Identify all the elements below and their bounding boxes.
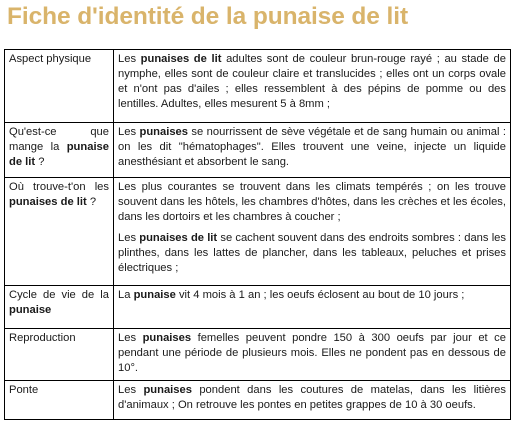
label-text: Ponte bbox=[9, 384, 39, 396]
label-text: Qu'est-ce que mange la bbox=[9, 126, 109, 153]
text: La bbox=[118, 289, 134, 301]
row-content bbox=[114, 178, 511, 286]
text: Les plus courantes se trouvent dans les climats tempérés ; on les trouve souvent dans les hôtels, les chambres d'hôtes, dans les crèches et les écoles, dans les dortoirs et les chambres à coucher ; bbox=[118, 181, 506, 223]
content-paragraph bbox=[118, 331, 506, 376]
content-paragraph bbox=[118, 288, 506, 303]
table-row bbox=[5, 329, 511, 381]
table-row bbox=[5, 286, 511, 329]
bold-text: punaises de lit bbox=[140, 53, 222, 65]
content-paragraph bbox=[118, 52, 506, 112]
text: Les bbox=[118, 332, 143, 344]
text: vit 4 mois à 1 an ; les oeufs éclosent au bout de 10 jours ; bbox=[175, 289, 465, 301]
content-paragraph bbox=[118, 180, 506, 225]
row-label bbox=[5, 50, 114, 123]
label-bold-text: punaises de lit bbox=[9, 196, 87, 208]
row-content bbox=[114, 329, 511, 381]
text: femelles peuvent pondre 150 à 300 oeufs par jour et ce pendant une période de plusieurs mois. Elles ne pondent pas en dessous de 10°. bbox=[118, 332, 506, 374]
label-text: ? bbox=[86, 196, 97, 208]
table-row bbox=[5, 178, 511, 286]
content-paragraph bbox=[118, 125, 506, 170]
text: pondent dans les coutures de matelas, dans les litières d'animaux ; On retrouve les pontes en petites grappes de 10 à 30 oeufs. bbox=[118, 384, 506, 411]
row-content bbox=[114, 50, 511, 123]
bold-text: punaises de lit bbox=[139, 232, 218, 244]
text: se nourrissent de sève végétale et de sang humain ou animal : on les dit "hématophages". Elles trouvent une veine, injecte un liquide anesthésiant et absorbent le sang. bbox=[118, 126, 506, 168]
label-text: Où trouve-t'on les bbox=[9, 181, 109, 193]
label-text: Cycle de vie de la bbox=[9, 289, 109, 301]
content-paragraph bbox=[118, 383, 506, 413]
row-label bbox=[5, 123, 114, 178]
bold-text: punaises bbox=[139, 126, 188, 138]
bold-text: punaise bbox=[133, 289, 176, 301]
row-label bbox=[5, 286, 114, 329]
row-label bbox=[5, 381, 114, 420]
bold-text: punaises bbox=[142, 332, 192, 344]
text: Les bbox=[118, 53, 141, 65]
table-row bbox=[5, 123, 511, 178]
identity-table bbox=[4, 49, 511, 420]
text: adultes sont de couleur brun-rouge rayé ; au stade de nymphe, elles sont de couleur claire et translucides ; elles ont un corps ovale et n'ont pas d'ailes ; elles ressemblent à des pépins de pomme ou des lentilles. Adultes, elles mesurent 5 à 8mm ; bbox=[118, 53, 506, 110]
table-row bbox=[5, 381, 511, 420]
text: Les bbox=[118, 126, 140, 138]
bold-text: punaises bbox=[143, 384, 192, 396]
row-content bbox=[114, 286, 511, 329]
label-text: Aspect physique bbox=[9, 53, 92, 65]
row-label bbox=[5, 329, 114, 381]
identity-table-body bbox=[5, 50, 511, 420]
content-paragraph bbox=[118, 231, 506, 276]
text: Les bbox=[118, 384, 144, 396]
label-bold-text: punaise de lit bbox=[9, 141, 109, 168]
label-bold-text: punaise bbox=[9, 304, 52, 316]
table-row bbox=[5, 50, 511, 123]
text: se cachent souvent dans des endroits sombres : dans les plinthes, dans les lattes de plancher, dans les tableaux, peluches et prises électriques ; bbox=[118, 232, 507, 274]
text: Les bbox=[118, 232, 140, 244]
row-content bbox=[114, 123, 511, 178]
row-label bbox=[5, 178, 114, 286]
row-content bbox=[114, 381, 511, 420]
label-text: ? bbox=[35, 156, 45, 168]
label-text: Reproduction bbox=[9, 332, 76, 344]
page-title: Fiche d'identité de la punaise de lit bbox=[7, 3, 409, 30]
